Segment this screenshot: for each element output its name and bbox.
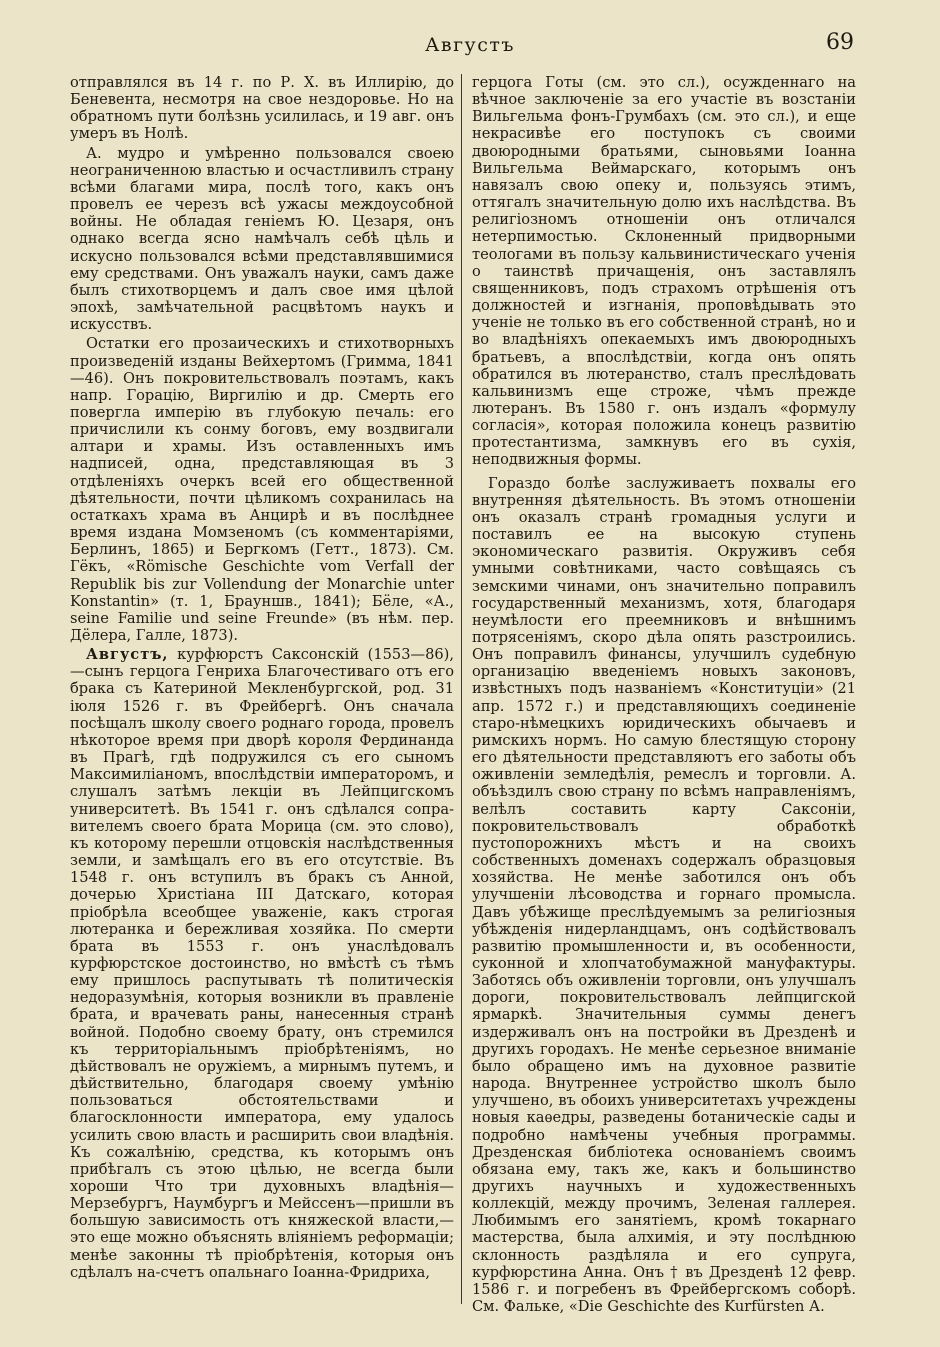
paragraph: отправлялся въ 14 г. по Р. Х. въ Иллирію, до Беневента, несмотря на свое нездоровье. Но на обратномъ пути болѣзнь усилилась, и 19 авг. онъ умеръ въ Нолѣ. bbox=[70, 74, 454, 143]
entry-headword: Августъ, bbox=[86, 646, 169, 664]
right-column bbox=[472, 74, 856, 1317]
paragraph: герцога Готы (см. это сл.), осужденнаго на вѣчное заключеніе за его участіе въ возстаніи Вильгельма фонъ-Грумбахъ (см. это сл.), и еще некрасивѣе его поступокъ съ своими двоюродными братьями, сыновьями Іоанна Вильгельма Веймарскаго, которымъ онъ навязалъ свою опеку и, пользуясь этимъ, оттягалъ значительную долю ихъ наслѣдства. Въ религіозномъ отношеніи онъ отличался нетерпимостью. Склоненный придворными теологами въ пользу кальвинистическаго ученія о таинствѣ причащенія, онъ заставлялъ священниковъ, подъ страхомъ отрѣшенія отъ должностей и изгнанія, проповѣдывать это ученіе не только въ его собственной странѣ, но и во владѣніяхъ опекаемыхъ имъ двоюродныхъ братьевъ, а впослѣдствіи, когда онъ опять обратился въ лютеранство, сталъ преслѣдовать кальвинизмъ еще строже, чѣмъ прежде лютеранъ. Въ 1580 г. онъ издалъ «формулу согласія», которая положила конецъ развитію протестантизма, замкнувъ его въ сухія, неподвижныя формы. bbox=[472, 74, 856, 469]
running-header-title: Августъ bbox=[425, 34, 515, 56]
column-divider bbox=[461, 74, 462, 1304]
paragraph: Гораздо болѣе заслуживаетъ похвалы его внутренняя дѣятельность. Въ этомъ отношеніи онъ оказалъ странѣ громадныя услуги и поставилъ ее на высокую ступень экономическаго развитія. Окруживъ себя умными совѣтниками, часто совѣщаясь съ земскими чинами, онъ значительно поправилъ государственный механизмъ, хотя, благодаря неумѣлости его преемниковъ и внѣшнимъ потрясеніямъ, скоро дѣла опять разстроились. Онъ поправилъ финансы, улучшилъ судебную организацію введеніемъ новыхъ законовъ, извѣстныхъ подъ названіемъ «Конституціи» (21 апр. 1572 г.) и представляющихъ соединеніе старо-нѣмецкихъ юридическихъ обычаевъ и римскихъ нормъ. Но самую блестящую сторону его дѣятельности представляютъ его заботы объ оживленіи земледѣлія, ремеслъ и торговли. А. объѣздилъ свою страну по всѣмъ направленіямъ, велѣлъ составить карту Саксоніи, покровительствовалъ обработкѣ пустопорожнихъ мѣстъ и на своихъ собственныхъ доменахъ содержалъ образцовыя хозяйства. Не менѣе заботился онъ объ улучшеніи лѣсоводства и горнаго промысла. Давъ убѣжище преслѣдуемымъ за религіозныя убѣжденія нидерландцамъ, онъ содѣйствовалъ развитію промышленности и, въ особенности, суконной и хлопчатобумажной мануфактуры. Заботясь объ оживленіи торговли, онъ улучшалъ дороги, покровительствовалъ лейпцигской ярмаркѣ. Значительныя суммы денегъ издерживалъ онъ на постройки въ Дрезденѣ и другихъ городахъ. Не менѣе серьезное вниманіе было обращено имъ на духовное развитіе народа. Внутреннее устройство школъ было улучшено, въ обоихъ университетахъ учреждены новыя каѳедры, разведены ботаническіе сады и подробно намѣчены учебныя программы. Дрезденская библіотека основаніемъ своимъ обязана ему, такъ же, какъ и большинство другихъ научныхъ и художественныхъ коллекцій, между прочимъ, Зеленая галлерея. Любимымъ его занятіемъ, кромѣ токарнаго мастерства, была алхимія, и эту послѣднюю склонность раздѣляла и его супруга, курфюрстина Анна. Онъ † въ Дрезденѣ 12 февр. 1586 г. и погребенъ въ Фрейбергскомъ соборѣ. См. Фальке, «Die Geschichte des Kurfürsten А. bbox=[472, 474, 856, 1316]
paragraph: Остатки его прозаическихъ и стихотворныхъ произведеній изданы Вейхертомъ (Гримма, 1841—46). Онъ покровительствовалъ поэтамъ, какъ напр. Горацію, Виргилію и др. Смерть его повергла имперію въ глубокую печаль: его причислили къ сонму боговъ, ему воздвигали алтари и храмы. Изъ оставленныхъ имъ надписей, одна, представляющая въ 3 отдѣленіяхъ очеркъ всей его общественной дѣятельности, почти цѣликомъ сохранилась на остаткахъ храма въ Анцирѣ и въ послѣднее время издана Момзеномъ (съ комментаріями, Берлинъ, 1865) и Бергкомъ (Гетт., 1873). См. Гёкъ, «Römische Geschichte vom Verfall der Republik bis zur Vollendung der Monarchie unter Konstantin» (т. 1, Брауншв., 1841); Бёле, «А., seine Familie und seine Freunde» (въ нѣм. пер. Дёлера, Галле, 1873). bbox=[70, 335, 454, 644]
paragraph: А. мудро и умѣренно пользовался своею неограниченною властью и осчастливилъ страну всѣми благами мира, послѣ того, какъ онъ провелъ ее черезъ всѣ ужасы междоусобной войны. Не обладая геніемъ Ю. Цезаря, онъ однако всегда ясно намѣчалъ себѣ цѣль и искусно пользовался всѣми представлявшимися ему средствами. Онъ уважалъ науки, самъ даже былъ стихотворцемъ и далъ свое имя цѣлой эпохѣ, замѣчательной расцвѣтомъ наукъ и искусствъ. bbox=[70, 144, 454, 334]
entry-paragraph bbox=[70, 646, 454, 1281]
page-number: 69 bbox=[826, 30, 854, 55]
entry-text: курфюрстъ Саксонскій (1553—86),—сынъ герцога Генриха Благочестиваго отъ его брака съ Катериной Мекленбургской, род. 31 іюля 1526 г. въ Фрейбергѣ. Онъ сначала посѣщалъ школу своего роднаго города, провелъ нѣкоторое время при дворѣ короля Фердинанда въ Прагѣ, гдѣ подружился съ его сыномъ Максимиліаномъ, впослѣдствіи императоромъ, и слушалъ затѣмъ лекціи въ Лейпцигскомъ университетѣ. Въ 1541 г. онъ сдѣлался соправителемъ своего брата Морица (см. это слово), къ которому перешли отцовскія наслѣдственныя земли, и замѣщалъ его въ его отсутствіе. Въ 1548 г. онъ вступилъ въ бракъ съ Анной, дочерью Христіана III Датскаго, которая пріобрѣла всеобщее уваженіе, какъ строгая лютеранка и бережливая хозяйка. По смерти брата въ 1553 г. онъ унаслѣдовалъ курфюрстское достоинство, но вмѣстѣ съ тѣмъ ему пришлось распутывать тѣ политическія недоразумѣнія, которыя возникли въ правленіе брата, и врачевать раны, нанесенныя странѣ войной. Подобно своему брату, онъ стремился къ территоріальнымъ пріобрѣтеніямъ, но дѣйствовалъ не оружіемъ, а мирнымъ путемъ, и дѣйствительно, благодаря своему умѣнію пользоваться обстоятельствами и благосклонности императора, ему удалось усилить свою власть и расширить свои владѣнія. Къ сожалѣнію, средства, къ которымъ онъ прибѣгалъ съ этою цѣлью, не всегда были хороши Что три духовныхъ владѣнія—Мерзебургъ, Наумбургъ и Мейссенъ—пришли въ большую зависимость отъ княжеской власти,—это еще можно объяснять вліяніемъ реформаціи; менѣе законны тѣ пріобрѣтенія, которыя онъ сдѣлалъ на-счетъ опальнаго Іоанна-Фридриха, bbox=[70, 646, 454, 1281]
left-column bbox=[70, 74, 454, 1283]
